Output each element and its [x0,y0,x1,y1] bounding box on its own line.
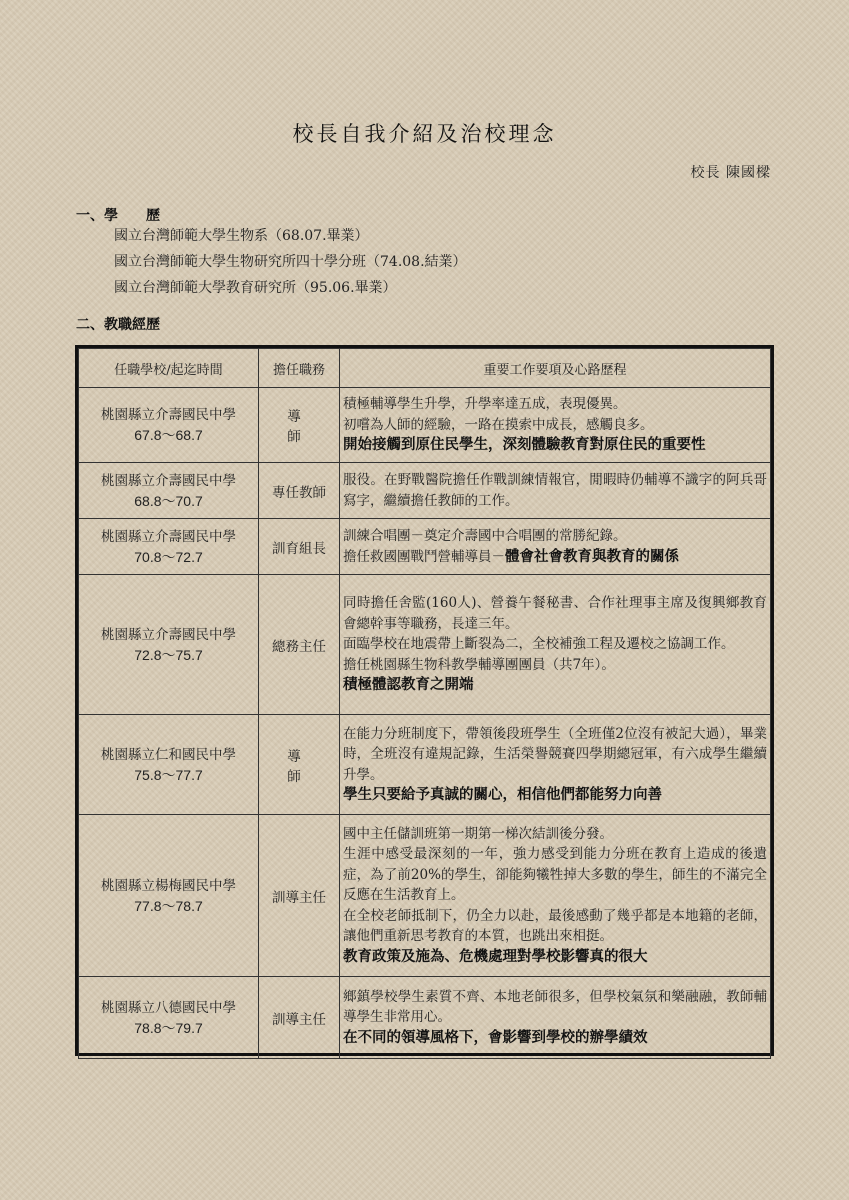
education-list [114,225,467,301]
description-line: 積極輔導學生升學，升學率達五成，表現優異。 [343,396,627,413]
description-highlight: 學生只要給予真誠的關心，相信他們都能努力向善 [343,787,662,803]
description-cell [340,463,771,519]
table-row [79,715,771,815]
description-line: 初嚐為人師的經驗，一路在摸索中成長，感觸良多。 [343,416,654,433]
role-cell: 總務主任 [259,575,340,715]
author-line: 校長 陳國樑 [690,165,771,181]
role-cell: 訓導主任 [259,977,340,1059]
description-cell [340,388,771,463]
school-name: 桃園縣立仁和國民中學 [101,746,236,763]
description-line: 鄉鎮學校學生素質不齊、本地老師很多，但學校氣氛和樂融融，教師輔導學生非常用心。 [343,988,767,1026]
school-name: 桃園縣立介壽國民中學 [101,472,236,489]
school-name: 桃園縣立介壽國民中學 [101,407,236,423]
column-header: 重要工作要項及心路歷程 [340,349,771,388]
table-row [79,519,771,575]
table-row [79,977,771,1059]
education-item: 國立台灣師範大學生物研究所四十學分班（74.08.結業） [114,254,467,270]
role-cell: 導 師 [259,388,340,463]
school-name: 桃園縣立介壽國民中學 [101,528,236,545]
school-name: 桃園縣立楊梅國民中學 [101,877,236,894]
page-title: 校長自我介紹及治校理念 [292,122,557,146]
period: 75.8～77.7 [134,766,203,783]
school-name: 桃園縣立八德國民中學 [101,999,236,1016]
description-line: 面臨學校在地震帶上斷裂為二，全校補強工程及遷校之協調工作。 [343,636,735,653]
role-cell: 專任教師 [259,463,340,519]
description-line: 在全校老師抵制下，仍全力以赴，最後感動了幾乎都是本地籍的老師，讓他們重新思考教育的本質，也跳出來相挺。 [343,907,767,945]
description-prefix: 擔任救國團戰鬥營輔導員－ [343,548,505,565]
description-line: 服役。在野戰醫院擔任作戰訓練情報官，閒暇時仍輔導不識字的阿兵哥寫字，繼續擔任教師的工作。 [343,472,767,509]
description-highlight: 在不同的領導風格下，會影響到學校的辦學績效 [343,1029,648,1046]
description-cell [340,519,771,575]
education-item: 國立台灣師範大學生物系（68.07.畢業） [114,228,369,244]
table-row [79,575,771,715]
school-name: 桃園縣立介壽國民中學 [101,626,236,643]
period: 78.8～79.7 [134,1019,203,1036]
description-cell [340,815,771,977]
role-cell: 訓育組長 [259,519,340,575]
education-heading: 一、學 歷 [76,208,160,224]
school-cell [79,977,259,1059]
description-highlight: 體會社會教育與教育的關係 [505,548,679,565]
role-cell: 訓導主任 [259,815,340,977]
school-cell [79,519,259,575]
description-line-mixed [343,547,767,568]
description-line: 在能力分班制度下，帶領後段班學生（全班僅2位沒有被記大過），畢業時，全班沒有違規記錄，生活榮譽競賽四學期總冠軍，有六成學生繼續升學。 [343,725,767,783]
school-cell [79,815,259,977]
school-cell [79,575,259,715]
education-item: 國立台灣師範大學教育研究所（95.06.畢業） [114,280,397,296]
description-highlight: 積極體認教育之開端 [343,677,474,694]
career-table [75,345,774,1056]
description-line: 國中主任儲訓班第一期第一梯次結訓後分發。 [343,825,613,842]
period: 70.8～72.7 [134,548,203,565]
school-cell [79,715,259,815]
description-cell [340,977,771,1059]
table-row [79,815,771,977]
period: 72.8～75.7 [134,646,203,663]
table-row [79,388,771,463]
role-cell: 導 師 [259,715,340,815]
career-heading: 二、教職經歷 [76,317,160,333]
description-line: 同時擔任舍監(160人)、營養午餐秘書、合作社理事主席及復興鄉教育會總幹事等職務，長達三年。 [343,595,767,632]
description-line: 訓練合唱團－奠定介壽國中合唱團的常勝紀錄。 [343,528,627,544]
description-highlight: 教育政策及施為、危機處理對學校影響真的很大 [343,948,648,965]
school-cell [79,388,259,463]
description-line: 生涯中感受最深刻的一年，強力感受到能力分班在教育上造成的後遺症，為了前20%的學生，卻能夠犧牲掉大多數的學生，師生的不滿完全反應在生活教育上。 [343,846,767,904]
period: 67.8～68.7 [134,427,203,443]
description-cell [340,715,771,815]
description-line: 擔任桃園縣生物科教學輔導團團員（共7年）。 [343,656,615,673]
school-cell [79,463,259,519]
description-cell [340,575,771,715]
column-header: 任職學校/起迄時間 [79,349,259,388]
period: 68.8～70.7 [134,492,203,509]
column-header: 擔任職務 [259,349,340,388]
table-header-row [79,349,771,388]
period: 77.8～78.7 [134,897,203,914]
description-highlight: 開始接觸到原住民學生，深刻體驗教育對原住民的重要性 [343,437,706,454]
table-row [79,463,771,519]
